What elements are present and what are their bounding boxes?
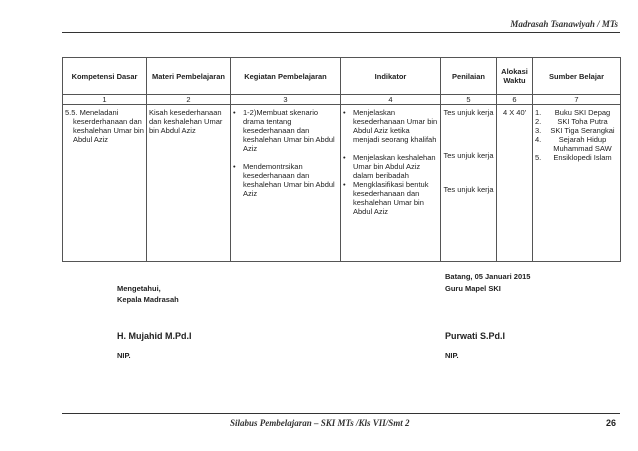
materi-text: Kisah kesederhanaan dan keshalehan Umar bin Abdul Aziz (149, 108, 223, 135)
col-number: 2 (147, 95, 231, 105)
col-header-sumber: Sumber Belajar (533, 58, 621, 95)
col-header-alokasi: Alokasi Waktu (497, 58, 533, 95)
kompetensi-cell (63, 105, 147, 262)
materi-cell (147, 105, 231, 262)
left-nip: NIP. (117, 351, 131, 360)
page-number: 26 (605, 418, 616, 428)
list-item: 5. Ensiklopedi Islam (535, 153, 612, 162)
indikator-item: • Menjelaskan kesederhanaan Umar bin Abdul Aziz ketika menjadi seorang khalifah (343, 108, 438, 144)
col-header-penilaian: Penilaian (441, 58, 497, 95)
indikator-item: • Mengklasifikasi bentuk kesederhanaan dan keshalehan Umar bin Abdul Aziz (343, 180, 438, 216)
kompetensi-text: 5.5. Meneladani keserderhanaan dan keshalehan Umar bin Abdul Aziz (65, 108, 144, 144)
column-number-row (63, 95, 621, 105)
syllabus-table (62, 57, 621, 262)
col-number: 3 (231, 95, 341, 105)
col-header-kompetensi: Kompetensi Dasar (63, 58, 147, 95)
col-header-indikator: Indikator (341, 58, 441, 95)
kegiatan-item: • 1-2)Membuat skenario drama tentang kesederhanaan dan keshalehan Umar bin Abdul Aziz (233, 108, 338, 153)
list-item: 4. Sejarah Hidup Muhammad SAW (535, 135, 612, 153)
right-nip: NIP. (445, 351, 459, 360)
alokasi-cell (497, 105, 533, 262)
left-title-1: Mengetahui, (117, 284, 161, 293)
penilaian-item: Tes unjuk kerja (443, 151, 494, 160)
penilaian-cell (441, 105, 497, 262)
col-number: 6 (497, 95, 533, 105)
header-rule (62, 32, 620, 33)
col-header-kegiatan: Kegiatan Pembelajaran (231, 58, 341, 95)
left-signatory-name: H. Mujahid M.Pd.I (117, 331, 192, 341)
right-signatory-name: Purwati S.Pd.I (445, 331, 506, 341)
col-number: 5 (441, 95, 497, 105)
indikator-item: • Menjelaskan keshalehan Umar bin Abdul Aziz dalam beribadah (343, 153, 438, 180)
col-header-materi: Materi Pembelajaran (147, 58, 231, 95)
penilaian-item: Tes unjuk kerja (443, 185, 494, 194)
place-date: Batang, 05 Januari 2015 (445, 272, 531, 281)
list-item: 3. SKI Tiga Serangkai (535, 126, 615, 135)
list-item: 1. Buku SKI Depag (535, 108, 611, 117)
alokasi-text: 4 X 40' (502, 108, 527, 117)
list-item: 2. SKI Toha Putra (535, 117, 608, 126)
table-row (63, 105, 621, 262)
indikator-cell (341, 105, 441, 262)
penilaian-item: Tes unjuk kerja (443, 108, 494, 117)
kegiatan-item: • Mendemontrsikan kesederhanaan dan keshalehan Umar bin Abdul Aziz (233, 162, 338, 198)
header-title: Madrasah Tsanawiyah / MTs (510, 19, 618, 29)
col-number: 7 (533, 95, 621, 105)
kegiatan-cell (231, 105, 341, 262)
left-title-2: Kepala Madrasah (117, 295, 179, 304)
table-header-row (63, 58, 621, 95)
footer-title: Silabus Pembelajaran – SKI MTs /Kls VII/Smt 2 (230, 418, 410, 428)
sumber-cell (533, 105, 621, 262)
footer-rule (62, 413, 620, 414)
right-title: Guru Mapel SKI (445, 284, 501, 293)
col-number: 1 (63, 95, 147, 105)
col-number: 4 (341, 95, 441, 105)
